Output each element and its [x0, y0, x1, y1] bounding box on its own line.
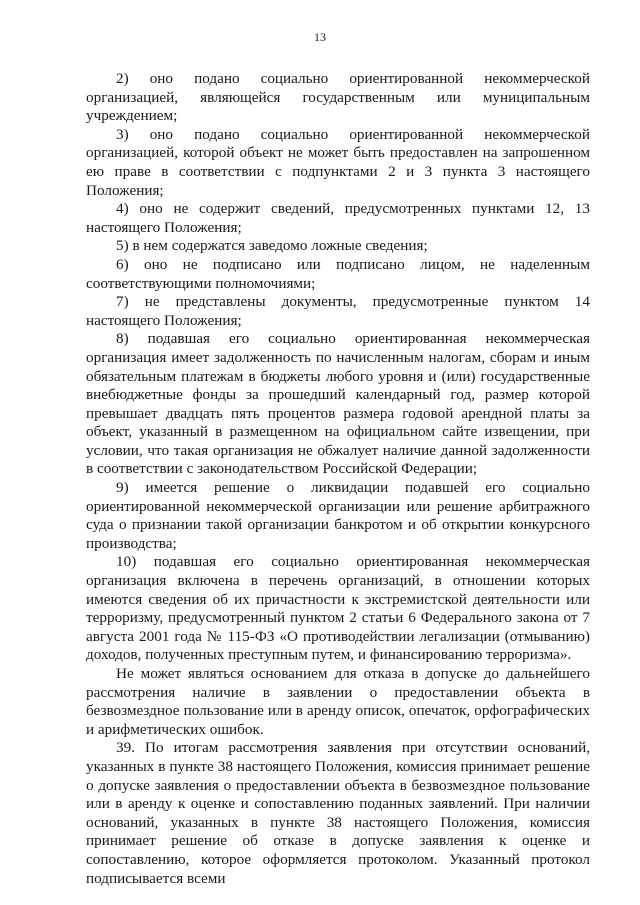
clause-3: 3) оно подано социально ориентированной некоммерческой организацией, которой объект не может быть предоставлен на запрошенном ею праве в соответствии с подпунктами 2 и 3 пункта 3 настоящего Положения; — [86, 125, 590, 199]
exception-note: Не может являться основанием для отказа в допуске до дальнейшего рассмотрения наличие в заявлении о предоставлении объекта в безвозмездное пользование или в аренду описок, опечаток, орфографических и арифметических ошибок. — [86, 665, 590, 738]
clause-10: 10) подавшая его социально ориентированная некоммерческая организация включена в перечень организаций, в отношении которых имеются сведения об их причастности к экстремистской деятельности или терроризму, предусмотренный пунктом 2 статьи 6 Федерального закона от 7 августа 2001 года № 115-ФЗ «О противодействии легализации (отмыванию) доходов, полученных преступным путем, и финансированию терроризма». — [86, 553, 590, 664]
clause-8: 8) подавшая его социально ориентированная некоммерческая организация имеет задолженность по начисленным налогам, сборам и иным обязательным платежам в бюджеты любого уровня и (или) государственные внебюджетные фонды за прошедший календарный год, размер которой превышает двадцать пять процентов размера годовой арендной платы за объект, указанный в размещенном на официальном сайте извещении, при условии, что такая организация не обжалует наличие данной задолженности в соответствии с законодательством Российской Федерации; — [86, 330, 590, 478]
item-39: 39. По итогам рассмотрения заявления при отсутствии оснований, указанных в пункте 38 настоящего Положения, комиссия принимает решение о допуске заявления о предоставлении объекта в безвозмездное пользование или в аренду к оценке и сопоставлению поданных заявлений. При наличии оснований, указанных в пункте 38 настоящего Положения, комиссия принимает решение об отказе в допуске заявления к оценке и сопоставлению, которое оформляется протоколом. Указанный протокол подписывается всеми — [86, 739, 590, 887]
clause-2: 2) оно подано социально ориентированной некоммерческой организацией, являющейся государственным или муниципальным учреждением; — [86, 70, 590, 125]
clause-5: 5) в нем содержатся заведомо ложные сведения; — [116, 237, 428, 255]
clause-4: 4) оно не содержит сведений, предусмотренных пунктами 12, 13 настоящего Положения; — [86, 200, 590, 236]
clause-7: 7) не представлены документы, предусмотренные пунктом 14 настоящего Положения; — [86, 293, 590, 329]
clause-6: 6) оно не подписано или подписано лицом, не наделенным соответствующими полномочиями; — [86, 255, 590, 292]
clause-9: 9) имеется решение о ликвидации подавшей его социально ориентированной некоммерческой организации или решение арбитражного суда о признании такой организации банкротом и об открытии конкурсного производства; — [86, 479, 590, 552]
document-body — [86, 70, 590, 888]
page-number: 13 — [314, 30, 326, 44]
